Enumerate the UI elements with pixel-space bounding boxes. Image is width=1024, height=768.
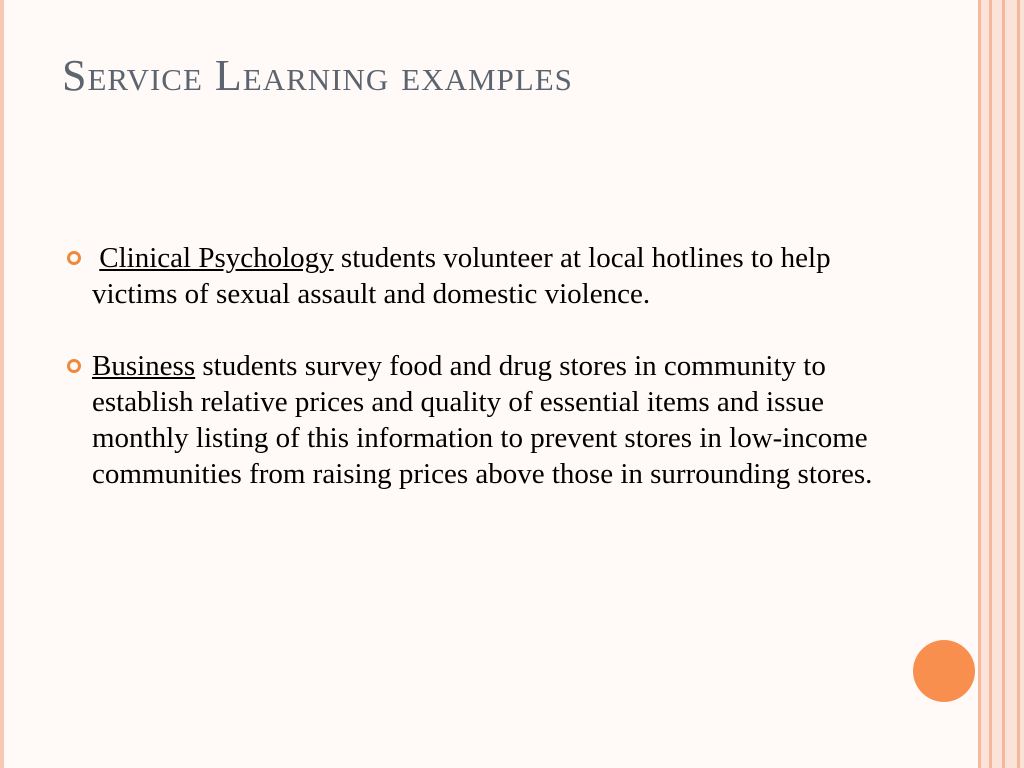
bullet-text: students volunteer at local hotlines to help victims of sexual assault and domestic violence. xyxy=(92,242,831,310)
slide-title: Service Learning examples xyxy=(62,51,573,100)
right-border-stripe xyxy=(981,0,989,768)
bullet-list xyxy=(92,240,882,528)
bullet-item xyxy=(92,348,882,492)
right-border-stripe xyxy=(992,0,1002,768)
bullet-subject: Clinical Psychology xyxy=(99,242,334,274)
decorative-orange-circle xyxy=(913,640,975,702)
bullet-subject: Business xyxy=(92,350,196,382)
bullet-item xyxy=(92,240,882,312)
bullet-circle-icon xyxy=(67,359,81,373)
bullet-text: students survey food and drug stores in community to establish relative prices and quality of essential items and issue monthly listing of this information to prevent stores in low-income communities from raising prices above those in surrounding stores. xyxy=(92,350,873,490)
right-border-stripe xyxy=(1005,0,1017,768)
right-border-stripe xyxy=(1020,0,1024,768)
bullet-circle-icon xyxy=(67,251,81,265)
